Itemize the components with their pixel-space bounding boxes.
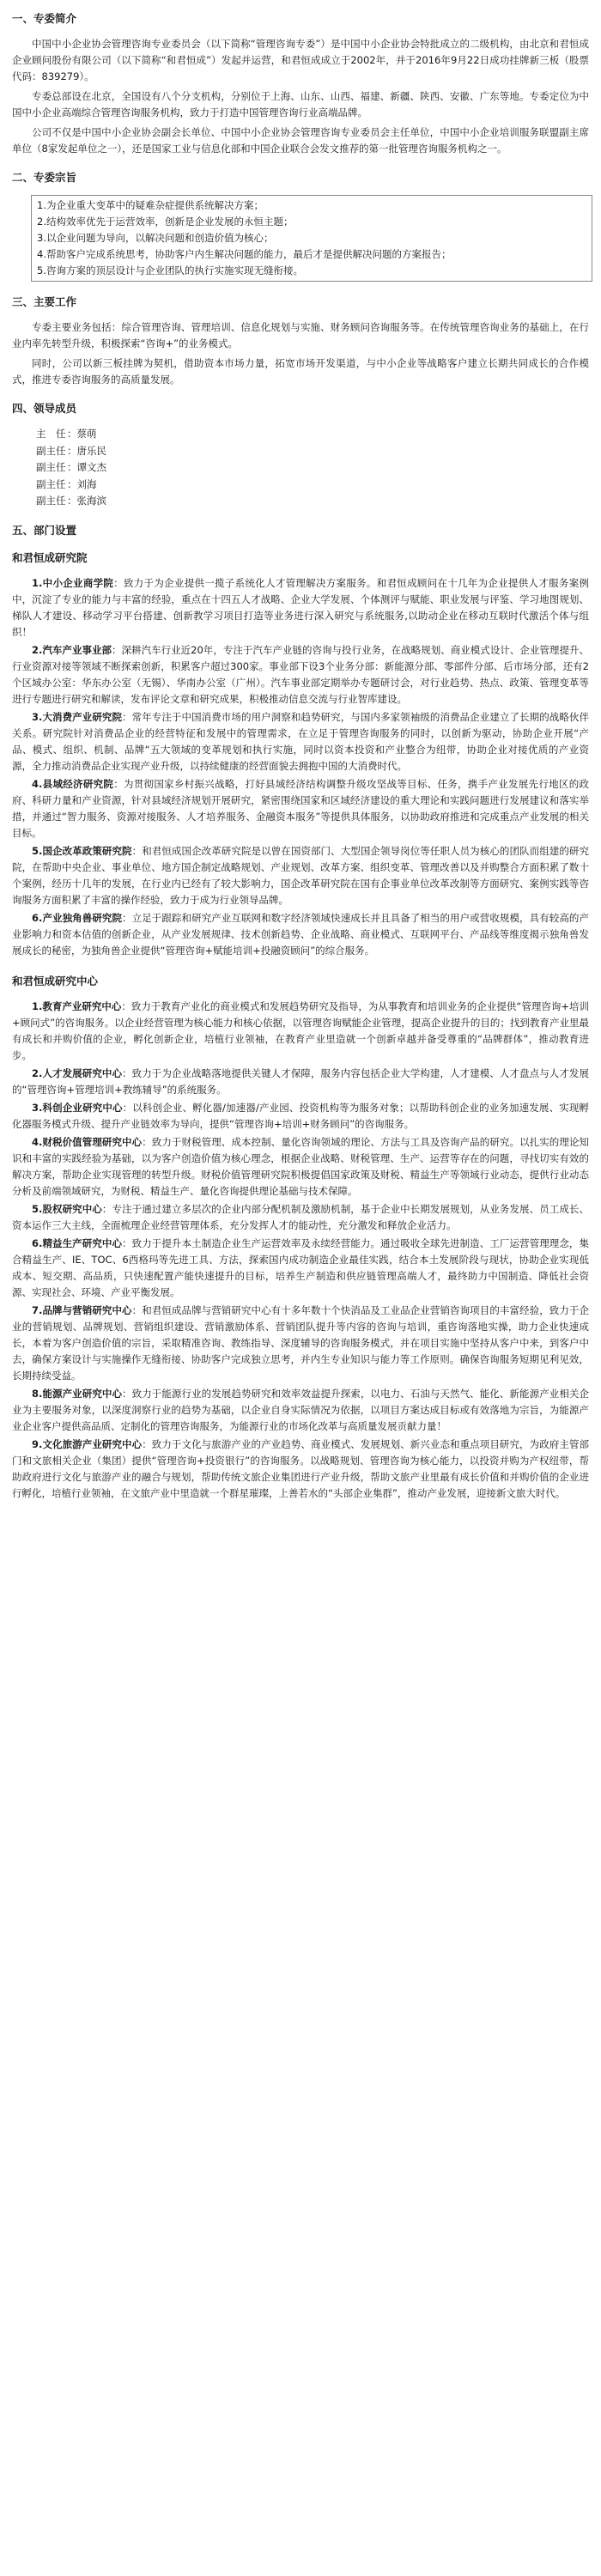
department-label: 2.汽车产业事业部 [32, 643, 112, 656]
intro-paragraph: 专委总部设在北京，全国设有八个分支机构，分别位于上海、山东、山西、福建、新疆、陕西、安徽、广东等地。专委定位为中国中小企业高端综合管理咨询服务机构，致力于打造中国管理咨询行业高端品牌。 [12, 90, 589, 118]
group-title-research-center: 和君恒成研究中心 [12, 974, 99, 987]
center-label: 9.文化旅游产业研究中心 [32, 1437, 143, 1450]
center-label: 3.科创企业研究中心 [32, 1101, 123, 1114]
department-text: ：为贯彻国家乡村振兴战略，打好县域经济结构调整升级攻坚战等目标、任务，携手产业发展先行地区的政府、科研力量和产业资源，针对县域经济规划开展研究，紧密围绕国家和区域经济建设的重大理论和实践问题进行发展建议和落实举措，并通过“智力服务、资源对接服务、人才培养服务、金融资本服务”等提供具体服务，以协助政府推进和完成重点产业发展的相关目标。 [12, 777, 589, 839]
intro-paragraph: 中国中小企业协会管理咨询专业委员会（以下简称“管理咨询专委”）是中国中小企业协会特批成立的二级机构，由北京和君恒成企业顾问股份有限公司（以下简称“和君恒成”）发起并运营，和君恒成成立于2002年，并于2016年9月22日成功挂牌新三板（股票代码：839279）。 [12, 38, 589, 82]
leader-row: 主 任 ：蔡萌 [12, 426, 589, 443]
leader-role: 副主任 [36, 461, 66, 473]
section-title-purpose: 二、专委宗旨 [12, 171, 77, 184]
center-text: ：致力于教育产业化的商业模式和发展趋势研究及指导，为从事教育和培训业务的企业提供“管理咨询+培训+顾问式”的咨询服务。以企业经营管理为核心能力和核心依据，以管理咨询赋能企业管理，提高企业提升的目的；找到教育产业里最有成长和并购价值的企业，孵化创新企业，培植行业领袖，在教育产业里造就一个创新卓越并备受尊重的“品牌群体”，推动教育进步。 [12, 999, 589, 1061]
center-item [12, 1303, 589, 1384]
center-text: ：致力于提升本土制造企业生产运营效率及永续经营能力。通过吸收全球先进制造、工厂运营管理理念，集合精益生产、IE、TOC、6西格玛等先进工具、方法，探索国内成功制造企业最佳实践，结合本土发展阶段与现状，协助企业实现低成本、短交期、高品质，只快速配置产能快速提升的目标，培养生产制造和供应链管理高端人才，最终助力中国制造、降低社会资源、实现社会、环境、产业平衡发展。 [12, 1236, 589, 1298]
center-label: 5.股权研究中心 [32, 1202, 102, 1215]
leader-list [12, 426, 589, 510]
center-item [12, 1100, 589, 1133]
center-text: ：和君恒成品牌与营销研究中心有十多年数十个快消品及工业品企业营销咨询项目的丰富经验，致力于企业的营销规划、品牌规划、营销组织建设、营销激励体系、营销团队提升等内容的咨询与培训，重咨询落地实操，助力企业快速成长，本着为客户创造价值的宗旨，采取精准咨询、教练指导、深度辅导的咨询服务模式，并在项目实施中坚持从客户中来，到客户中去，确保方案设计与实施操作无缝衔接、协助客户完成独立思考，并内生专业知识与能力等工作原则。确保咨询服务短期见利见效，长期持续受益。 [12, 1303, 589, 1382]
leader-name: 张海滨 [76, 495, 106, 507]
purpose-item: 5.咨询方案的顶层设计与企业团队的执行实施实现无缝衔接。 [37, 264, 303, 276]
department-text: ：和君恒成国企改革研究院是以曾在国资部门、大型国企领导岗位等任职人员为核心的团队而组建的研究院，在帮助中央企业、事业单位、地方国企制定战略规划、产业规划、改革方案、组织变革、管理改善以及并购整合方面积累了数十个案例，经历十几年的发展，在行业内已经有了较大影响力，国企改革研究院在国有企事业单位改革改制等方面研究、案例实践等咨询服务方面积累了丰富的操作经验，致力于成为行业领导品牌。 [12, 844, 589, 906]
work-paragraph: 同时，公司以新三板挂牌为契机，借助资本市场力量，拓宽市场开发渠道，与中小企业等战略客户建立长期共同成长的合作模式，推进专委咨询服务的高质量发展。 [12, 357, 589, 386]
leader-name: 谭文杰 [76, 461, 106, 473]
leader-role: 副主任 [36, 495, 66, 507]
purpose-box [31, 195, 592, 282]
leader-row: 副主任 ：刘海 [12, 477, 589, 494]
center-text: ：专注于通过建立多层次的企业内部分配机制及激励机制，基于企业中长期发展规划，从业务发展、员工成长、资本运作三大主线，全面梳理企业经营管理体系，充分发挥人才的能动性，充分激发和释放企业活力。 [12, 1202, 590, 1231]
purpose-item: 2.结构效率优先于运营效率，创新是企业发展的永恒主题； [37, 216, 294, 228]
purpose-item: 1.为企业重大变革中的疑难杂症提供系统解决方案； [37, 199, 264, 211]
department-label: 4.县域经济研究院 [32, 777, 114, 790]
center-item [12, 1236, 589, 1301]
department-item [12, 709, 589, 775]
department-label: 5.国企改革政策研究院 [32, 844, 132, 857]
section-title-work: 三、主要工作 [12, 295, 77, 308]
leader-name: 蔡萌 [76, 428, 97, 440]
center-text: ：致力于为企业战略落地提供关键人才保障，服务内容包括企业大学构建，人才建模、人才盘点与人才发展的“管理咨询+管理培训+教练辅导”的系统服务。 [12, 1066, 589, 1096]
center-text: ：致力于文化与旅游产业的产业趋势、商业模式、发展规划、新兴业态和重点项目研究，为政府主管部门和文旅相关企业（集团）提供“管理咨询+投资银行”的咨询服务。以战略规划、管理咨询为核心能力，以投资并购为产权纽带，帮助政府进行文化与旅游产业的融合与规划，帮助传统文旅企业集团进行产业升级，帮助文旅产业里最有成长价值和并购价值的企业进行孵化，培植行业领袖，在文旅产业中里造就一个群星璀璨，上善若水的“头部企业集群”，推动产业发展，迎接新文旅大时代。 [12, 1437, 589, 1499]
center-label: 8.能源产业研究中心 [32, 1387, 123, 1400]
center-text: ：以科创企业、孵化器/加速器/产业园、投资机构等为服务对象；以帮助科创企业的业务加速发展、实现孵化器服务模式升级、提升产业链效率为导向，提供“管理咨询+培训+财务顾问”的咨询服务。 [12, 1101, 589, 1130]
center-item [12, 1134, 589, 1200]
leader-row: 副主任 ：张海滨 [12, 493, 589, 510]
department-item [12, 642, 589, 708]
center-label: 4.财税价值管理研究中心 [32, 1135, 143, 1148]
section-title-intro: 一、专委简介 [12, 12, 77, 25]
leader-role: 副主任 [36, 477, 66, 490]
leader-row: 副主任 ：唐乐民 [12, 443, 589, 460]
leader-role: 主 任 [36, 428, 66, 440]
purpose-item: 3.以企业问题为导向，以解决问题和创造价值为核心； [37, 232, 274, 244]
leader-role: 副主任 [36, 444, 66, 457]
purpose-item: 4.帮助客户完成系统思考，协助客户内生解决问题的能力，最后才是提供解决问题的方案报告； [37, 248, 452, 260]
center-item [12, 999, 589, 1064]
section-title-leaders: 四、领导成员 [12, 402, 77, 415]
department-text: ：立足于跟踪和研究产业互联网和数字经济领域快速成长并且具备了相当的用户或营收规模，具有较高的产业影响力和资本估值的创新企业，从产业发展规律、技术创新趋势、企业战略、商业模式、互联网平台、产品线等维度揭示独角兽发展成长的秘密，为独角兽企业提供“管理咨询+赋能培训+投融资顾问”的综合服务。 [12, 911, 589, 957]
center-item [12, 1437, 589, 1502]
department-item [12, 575, 589, 641]
center-label: 2.人才发展研究中心 [32, 1066, 123, 1079]
center-item [12, 1066, 589, 1098]
center-label: 7.品牌与营销研究中心 [32, 1303, 132, 1316]
center-text: ：致力于能源行业的发展趋势研究和效率效益提升探索，以电力、石油与天然气、能化、新能源产业相关企业为主要服务对象，以深度洞察行业的趋势为基础，以企业自身实际情况为依据，以项目方案达成目标或有效落地为宗旨，为能源产业企业客户提供高品质、定制化的管理咨询服务，为能源行业的市场化改革与高质量发展贡献力量！ [12, 1387, 589, 1432]
leader-row: 副主任 ：谭文杰 [12, 459, 589, 477]
intro-paragraph: 公司不仅是中国中小企业协会副会长单位、中国中小企业协会管理咨询专业委员会主任单位，中国中小企业培训服务联盟副主席单位（8家发起单位之一），还是国家工业与信息化部和中国企业联合会发文推荐的第一批管理咨询服务机构之一。 [12, 126, 589, 155]
department-text: ：常年专注于中国消费市场的用户洞察和趋势研究，与国内多家领袖级的消费品企业建立了长期的战略伙伴关系。研究院针对消费品企业的经营特征和发展中的管理需求，在立足于管理咨询服务的同时，以创新为驱动，协助企业开展“产品、模式、组织、机制、品牌“五大领域的变革规划和执行实施，同时以资本投资和产业整合为纽带，协助企业对接优质的产业资源，全力推动消费品企业实现产业升级，以持续健康的经营面貌去拥抱中国的大消费时代。 [12, 710, 589, 772]
center-text: ：致力于财税管理、成本控制、量化咨询领域的理论、方法与工具及咨询产品的研究。以扎实的理论知识和丰富的实践经验为基础，以为客户创造价值为核心理念，根据企业战略、财税管理、生产、运营等存在的问题，寻找切实有效的解决方案，帮助企业实现管理的转型升级。财税价值管理研究院积极提倡国家政策及财税、精益生产等领域行业动态，提供行业动态分析及前端领域研究，为财税、精益生产、量化咨询提供理论基础与技术保障。 [12, 1135, 589, 1197]
department-item [12, 910, 589, 959]
work-paragraph: 专委主要业务包括：综合管理咨询、管理培训、信息化规划与实施、财务顾问咨询服务等。在传统管理咨询业务的基础上，在行业内率先转型升级，积极探索“咨询+”的业务模式。 [12, 321, 589, 349]
leader-name: 刘海 [76, 477, 97, 490]
center-label: 1.教育产业研究中心 [32, 999, 122, 1012]
group-title-institute: 和君恒成研究院 [12, 550, 88, 564]
center-item [12, 1201, 589, 1234]
department-label: 6.产业独角兽研究院 [32, 911, 123, 924]
center-label: 6.精益生产研究中心 [32, 1236, 123, 1249]
leader-name: 唐乐民 [76, 444, 106, 457]
department-label: 3.大消费产业研究院 [32, 710, 123, 723]
department-item [12, 843, 589, 908]
department-label: 1.中小企业商学院 [32, 576, 114, 589]
department-item [12, 776, 589, 841]
center-item [12, 1386, 589, 1435]
department-text: ：致力于为企业提供一揽子系统化人才管理解决方案服务。和君恒成顾问在十几年为企业提供人才服务案例中，沉淀了专业的能力与丰富的经验，重点在十四五人才战略、企业大学发展、个体测评与赋能、职业发展与评鉴、学习地图规划、梯队人才建设、移动学习平台搭建、创新教学习项目打造等业务进行深入研究与系统服务,以助动企业在移动互联时代激活个体与组织！ [12, 576, 589, 638]
department-text: ：深耕汽车行业近20年，专注于汽车产业链的咨询与投行业务，在战略规划、商业模式设计、企业管理提升、行业资源对接等领域不断探索创新，积累客户超过300家。事业部下设3个业务分部：新能源分部、零部件分部、后市场分部，还有2个区域办公室：华东办公室（无锡）、华南办公室（广州）。汽车事业部定期举办专题研讨会，对行业趋势、热点、政策、管理变革等进行专题进行研究和解读，发布评论文章和研究成果，积极推动信息交流与行业智库建设。 [12, 643, 589, 705]
section-title-departments: 五、部门设置 [12, 523, 77, 537]
